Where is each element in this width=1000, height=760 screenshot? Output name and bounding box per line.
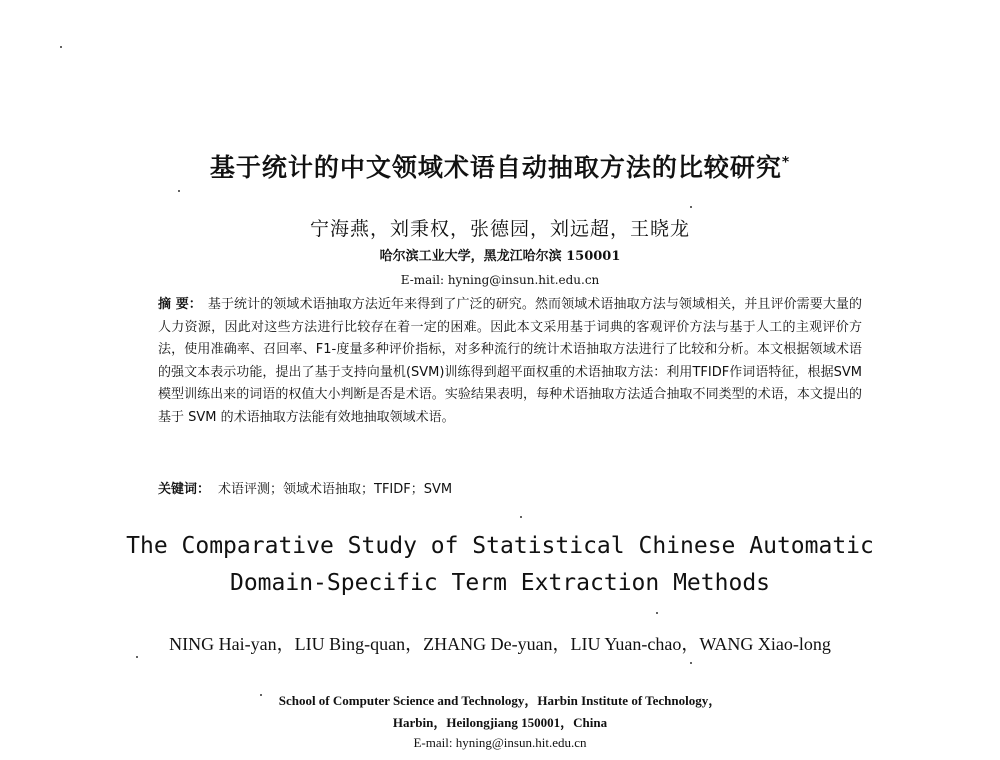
chinese-title — [0, 148, 1000, 184]
chinese-email: E-mail: hyning@insun.hit.edu.cn — [400, 273, 600, 287]
scan-speck — [136, 656, 138, 658]
english-title-line-2: Domain-Specific Term Extraction Methods — [229, 570, 771, 596]
english-title — [0, 528, 1000, 602]
scan-speck — [690, 206, 692, 208]
scan-speck — [656, 612, 658, 614]
english-affiliation-line-2: Harbin，Heilongjiang 150001，China — [392, 715, 608, 730]
chinese-title-text: 基于统计的中文领域术语自动抽取方法的比较研究 — [209, 153, 782, 182]
chinese-authors: 宁海燕，刘秉权，张德园，刘远超，王晓龙 — [309, 218, 690, 240]
scan-speck — [690, 662, 692, 664]
scan-speck — [520, 516, 522, 518]
english-affiliation-line-1: School of Computer Science and Technology，Harbin Institute of Technology， — [278, 693, 722, 708]
english-email: E-mail: hyning@insun.hit.edu.cn — [413, 735, 587, 750]
chinese-abstract — [158, 294, 862, 429]
english-authors: NING Hai-yan，LIU Bing-quan，ZHANG De-yuan，LIU Yuan-chao，WANG Xiao-long — [169, 634, 831, 654]
scan-speck — [178, 190, 180, 192]
english-title-line-1: The Comparative Study of Statistical Chinese Automatic — [126, 533, 874, 559]
keywords-label: 关键词： — [158, 482, 211, 497]
footnote-mark: * — [781, 154, 791, 171]
scan-speck — [60, 46, 62, 48]
chinese-affiliation: 哈尔滨工业大学，黑龙江哈尔滨 150001 — [379, 249, 621, 264]
chinese-keywords — [158, 478, 862, 497]
abstract-label: 摘 要： — [158, 297, 202, 312]
abstract-text: 基于统计的领域术语抽取方法近年来得到了广泛的研究。然而领域术语抽取方法与领域相关，并且评价需要大量的人力资源，因此对这些方法进行比较存在着一定的困难。因此本文采用基于词典的客观评价方法与基于人工的主观评价方法，使用准确率、召回率、F1-度量多种评价指标，对多种流行的统计术语抽取方法进行了比较和分析。本文根据领域术语的强文本表示功能，提出了基于支持向量机(SVM)训练得到超平面权重的术语抽取方法：利用TFIDF作词语特征，根据SVM模型训练出来的词语的权值大小判断是否是术语。实验结果表明，每种术语抽取方法适合抽取不同类型的术语，本文提出的基于 SVM 的术语抽取方法能有效地抽取领域术语。 — [158, 297, 862, 425]
keywords-text: 术语评测；领域术语抽取；TFIDF；SVM — [218, 482, 453, 497]
scan-speck — [260, 694, 262, 696]
